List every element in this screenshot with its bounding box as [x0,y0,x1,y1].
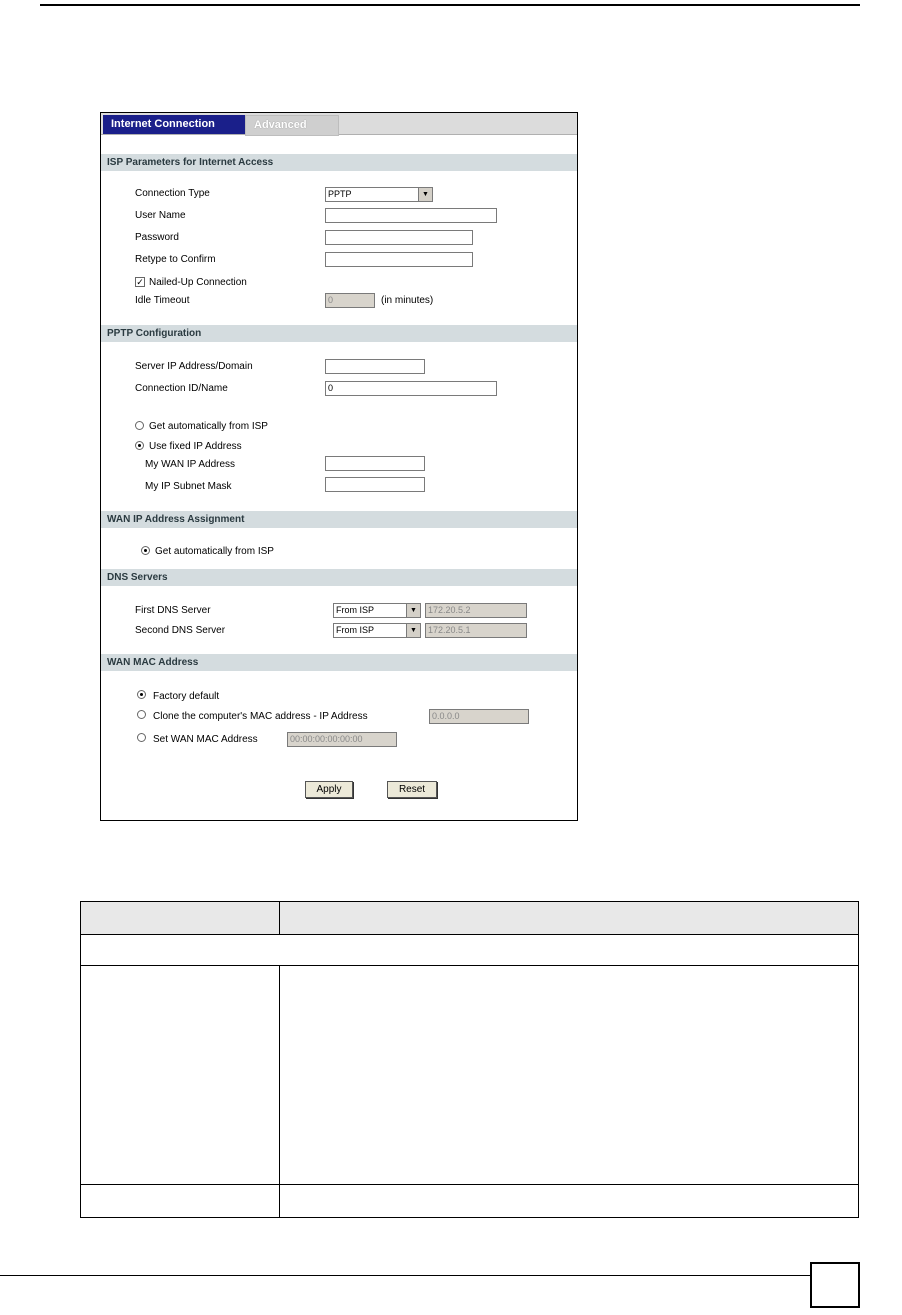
table-row [81,935,859,966]
tab-bar [101,113,577,135]
idle-timeout-input[interactable]: 0 [325,293,375,308]
connection-id-label: Connection ID/Name [135,383,228,394]
wan-ip-label: My WAN IP Address [145,459,236,470]
second-dns-input[interactable]: 172.20.5.1 [425,623,527,638]
mac-factory-label: Factory default [153,691,220,702]
footer-rule [0,1275,810,1276]
page-number-box [810,1262,860,1308]
second-dns-select[interactable] [333,623,421,638]
screenshot-panel [100,112,578,821]
second-dns-mode: From ISP [336,625,375,635]
apply-button[interactable]: Apply [305,781,353,798]
section-pptp-heading: PPTP Configuration [101,325,577,342]
connection-id-input[interactable]: 0 [325,381,497,396]
tab-internet-connection[interactable]: Internet Connection [103,115,255,134]
subnet-mask-input[interactable] [325,477,425,492]
pptp-get-auto-radio[interactable] [135,421,144,430]
first-dns-mode: From ISP [336,605,375,615]
table-row [280,1185,859,1218]
mac-set-label: Set WAN MAC Address [153,734,258,745]
pptp-get-auto-label: Get automatically from ISP [149,421,268,432]
section-dns-heading: DNS Servers [101,569,577,586]
table-row [280,966,859,1185]
pptp-use-fixed-label: Use fixed IP Address [149,441,242,452]
mac-set-radio[interactable] [137,733,146,742]
mac-clone-label: Clone the computer's MAC address - IP Address [153,711,368,722]
pptp-use-fixed-radio[interactable] [135,441,144,450]
idle-timeout-unit: (in minutes) [381,295,434,306]
connection-type-value: PPTP [328,189,352,199]
chevron-down-icon: ▼ [406,624,420,637]
nailed-up-label: Nailed-Up Connection [149,277,247,288]
wan-ip-input[interactable] [325,456,425,471]
mac-factory-radio[interactable] [137,690,146,699]
mac-clone-ip-input[interactable]: 0.0.0.0 [429,709,529,724]
first-dns-select[interactable] [333,603,421,618]
connection-type-select[interactable] [325,187,433,202]
reset-button[interactable]: Reset [387,781,437,798]
user-name-input[interactable] [325,208,497,223]
retype-password-input[interactable] [325,252,473,267]
tab-advanced[interactable]: Advanced [245,115,339,136]
server-ip-label: Server IP Address/Domain [135,361,253,372]
password-label: Password [135,232,179,243]
second-dns-label: Second DNS Server [135,625,226,636]
first-dns-label: First DNS Server [135,605,211,616]
table-header-cell [81,902,280,935]
idle-timeout-label: Idle Timeout [135,295,190,306]
chevron-down-icon: ▼ [406,604,420,617]
section-wan-ip-heading: WAN IP Address Assignment [101,511,577,528]
table-row [81,966,280,1185]
retype-label: Retype to Confirm [135,254,216,265]
connection-type-label: Connection Type [135,188,210,199]
server-ip-input[interactable] [325,359,425,374]
wan-ip-get-auto-label: Get automatically from ISP [155,546,274,557]
user-name-label: User Name [135,210,186,221]
table-header-cell [280,902,859,935]
description-table [80,901,859,1218]
section-mac-heading: WAN MAC Address [101,654,577,671]
first-dns-input[interactable]: 172.20.5.2 [425,603,527,618]
section-isp-heading: ISP Parameters for Internet Access [101,154,577,171]
mac-set-input[interactable]: 00:00:00:00:00:00 [287,732,397,747]
nailed-up-checkbox[interactable]: ✓ [136,277,144,287]
table-row [81,1185,280,1218]
subnet-mask-label: My IP Subnet Mask [145,481,232,492]
header-rule [40,4,860,6]
password-input[interactable] [325,230,473,245]
chevron-down-icon: ▼ [418,188,432,201]
wan-ip-get-auto-radio[interactable] [141,546,150,555]
mac-clone-radio[interactable] [137,710,146,719]
